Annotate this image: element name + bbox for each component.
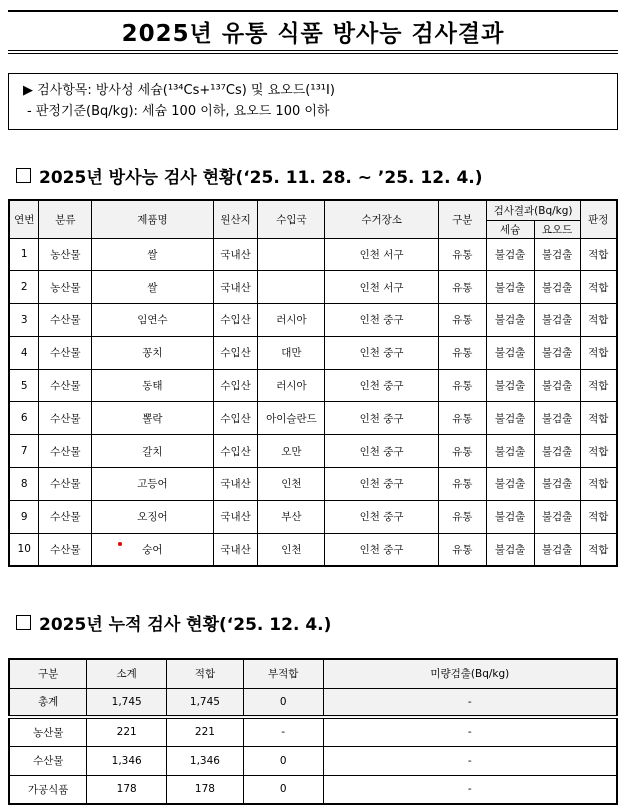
cell-iodine: 불검출 [534,468,580,501]
table-row [9,500,617,533]
cell-product: 오징어 [92,500,213,533]
section-weekly-title: 2025년 방사능 검사 현황(‘25. 11. 28. ~ ’25. 12. 4.) [39,168,483,188]
cell-no: 3 [9,304,39,337]
cell-verdict: 적합 [580,468,617,501]
cell-no: 9 [9,500,39,533]
cell-place: 인천 중구 [325,435,438,468]
cell-cesium: 불검출 [486,533,534,566]
cell-pass: 221 [167,717,244,746]
cell-fail: 0 [243,746,323,775]
checkbox-square-icon [16,168,31,183]
header-type: 구분 [438,200,486,238]
cell-verdict: 적합 [580,271,617,304]
table-row [9,336,617,369]
total-row [9,688,617,717]
cell-fail: - [243,717,323,746]
cell-no: 7 [9,435,39,468]
cell-iodine: 불검출 [534,435,580,468]
cell-place: 인천 중구 [325,336,438,369]
cell-product: 고등어 [92,468,213,501]
cell-type: 유통 [438,500,486,533]
cell-category: 수산물 [39,402,92,435]
table-row [9,717,617,746]
cell-type: 유통 [438,336,486,369]
cell-trace: - [323,775,617,804]
cell-pass: 1,745 [167,688,244,717]
cell-subtotal: 1,346 [87,746,167,775]
cell-type: 가공식품 [9,775,87,804]
cell-trace: - [323,717,617,746]
cell-product: 쌀 [92,271,213,304]
cell-cesium: 불검출 [486,468,534,501]
cell-no: 10 [9,533,39,566]
cell-no: 2 [9,271,39,304]
cell-category: 농산물 [39,238,92,271]
header-fail: 부적합 [243,659,323,688]
header-cesium: 세슘 [486,220,534,238]
cell-cesium: 불검출 [486,435,534,468]
header-result: 검사결과(Bq/kg) [486,200,580,220]
section-cumulative-title: 2025년 누적 검사 현황(‘25. 12. 4.) [39,615,332,635]
cell-type: 유통 [438,468,486,501]
cell-import-country: 대만 [258,336,325,369]
cell-origin: 수입산 [213,402,258,435]
header-pass: 적합 [167,659,244,688]
cell-type: 수산물 [9,746,87,775]
cell-product: 쌀 [92,238,213,271]
table-row [9,775,617,804]
cell-place: 인천 중구 [325,304,438,337]
table-row [9,533,617,566]
cell-origin: 국내산 [213,468,258,501]
cell-iodine: 불검출 [534,500,580,533]
cell-subtotal: 221 [87,717,167,746]
cell-verdict: 적합 [580,238,617,271]
section-weekly-heading [16,163,483,188]
cell-origin: 수입산 [213,304,258,337]
inspection-items-line: ▶ 검사항목: 방사성 세슘(¹³⁴Cs+¹³⁷Cs) 및 요오드(¹³¹I) [23,83,335,98]
cell-category: 수산물 [39,369,92,402]
cell-verdict: 적합 [580,500,617,533]
cell-place: 인천 서구 [325,238,438,271]
inspection-info-box [8,73,618,130]
cell-import-country: 인천 [258,533,325,566]
cell-import-country: 오만 [258,435,325,468]
cell-verdict: 적합 [580,402,617,435]
cell-origin: 수입산 [213,369,258,402]
cell-type: 유통 [438,435,486,468]
cell-cesium: 불검출 [486,500,534,533]
cell-cesium: 불검출 [486,304,534,337]
cell-product: 갈치 [92,435,213,468]
cell-fail: 0 [243,688,323,717]
cell-origin: 국내산 [213,271,258,304]
table-row [9,435,617,468]
cell-type: 유통 [438,238,486,271]
cell-category: 수산물 [39,304,92,337]
cell-type: 유통 [438,533,486,566]
table-row [9,271,617,304]
document-title-box [8,10,618,54]
weekly-results-table [8,199,618,567]
cell-import-country: 아이슬란드 [258,402,325,435]
cell-place: 인천 서구 [325,271,438,304]
cell-verdict: 적합 [580,533,617,566]
cell-origin: 수입산 [213,336,258,369]
cell-product: 임연수 [92,304,213,337]
cell-product: 꽁치 [92,336,213,369]
cell-category: 수산물 [39,500,92,533]
cell-type: 유통 [438,369,486,402]
cell-cesium: 불검출 [486,336,534,369]
cell-origin: 국내산 [213,533,258,566]
cell-cesium: 불검출 [486,238,534,271]
cell-no: 4 [9,336,39,369]
header-verdict: 판정 [580,200,617,238]
header-iodine: 요오드 [534,220,580,238]
cell-import-country [258,271,325,304]
cell-pass: 1,346 [167,746,244,775]
cell-category: 수산물 [39,468,92,501]
cell-product-text: 숭어 [142,543,163,556]
cell-place: 인천 중구 [325,468,438,501]
cell-origin: 수입산 [213,435,258,468]
table-row [9,402,617,435]
cell-cesium: 불검출 [486,402,534,435]
cell-verdict: 적합 [580,435,617,468]
cell-iodine: 불검출 [534,402,580,435]
cell-place: 인천 중구 [325,402,438,435]
cell-verdict: 적합 [580,336,617,369]
table-row [9,238,617,271]
cell-product: 뽈락 [92,402,213,435]
cell-iodine: 불검출 [534,533,580,566]
table-row [9,468,617,501]
cell-trace: - [323,746,617,775]
cell-type: 유통 [438,271,486,304]
cell-subtotal: 1,745 [87,688,167,717]
document-title: 2025년 유통 식품 방사능 검사결과 [121,20,505,47]
header-subtotal: 소계 [87,659,167,688]
cell-cesium: 불검출 [486,271,534,304]
cell-place: 인천 중구 [325,500,438,533]
cell-no: 6 [9,402,39,435]
cell-verdict: 적합 [580,304,617,337]
header-trace: 미량검출(Bq/kg) [323,659,617,688]
cell-import-country: 러시아 [258,304,325,337]
cell-type: 유통 [438,402,486,435]
header-origin: 원산지 [213,200,258,238]
cell-cesium: 불검출 [486,369,534,402]
section-cumulative-heading [16,610,331,635]
cell-iodine: 불검출 [534,271,580,304]
cell-no: 5 [9,369,39,402]
cell-iodine: 불검출 [534,238,580,271]
cell-import-country: 부산 [258,500,325,533]
cell-category: 수산물 [39,336,92,369]
cell-subtotal: 178 [87,775,167,804]
header-import-country: 수입국 [258,200,325,238]
cell-no: 8 [9,468,39,501]
cell-fail: 0 [243,775,323,804]
cell-trace: - [323,688,617,717]
cell-import-country: 인천 [258,468,325,501]
checkbox-square-icon [16,615,31,630]
cell-origin: 국내산 [213,238,258,271]
cell-category: 농산물 [39,271,92,304]
header-place: 수거장소 [325,200,438,238]
criteria-line: - 판정기준(Bq/kg): 세슘 100 이하, 요오드 100 이하 [27,104,330,119]
cell-iodine: 불검출 [534,369,580,402]
header-product: 제품명 [92,200,213,238]
table-row [9,369,617,402]
cell-type: 유통 [438,304,486,337]
cell-category: 수산물 [39,533,92,566]
cell-iodine: 불검출 [534,304,580,337]
cell-place: 인천 중구 [325,533,438,566]
cell-import-country [258,238,325,271]
table-row [9,304,617,337]
cell-no: 1 [9,238,39,271]
cell-product: 동태 [92,369,213,402]
header-no: 연번 [9,200,39,238]
cell-verdict: 적합 [580,369,617,402]
cell-category: 수산물 [39,435,92,468]
cell-type: 총계 [9,688,87,717]
cell-import-country: 러시아 [258,369,325,402]
cell-iodine: 불검출 [534,336,580,369]
cell-origin: 국내산 [213,500,258,533]
cell-type: 농산물 [9,717,87,746]
cumulative-results-table [8,658,618,805]
header-category: 분류 [39,200,92,238]
cell-product [92,533,213,566]
cell-place: 인천 중구 [325,369,438,402]
cell-pass: 178 [167,775,244,804]
table-row [9,746,617,775]
header-type: 구분 [9,659,87,688]
